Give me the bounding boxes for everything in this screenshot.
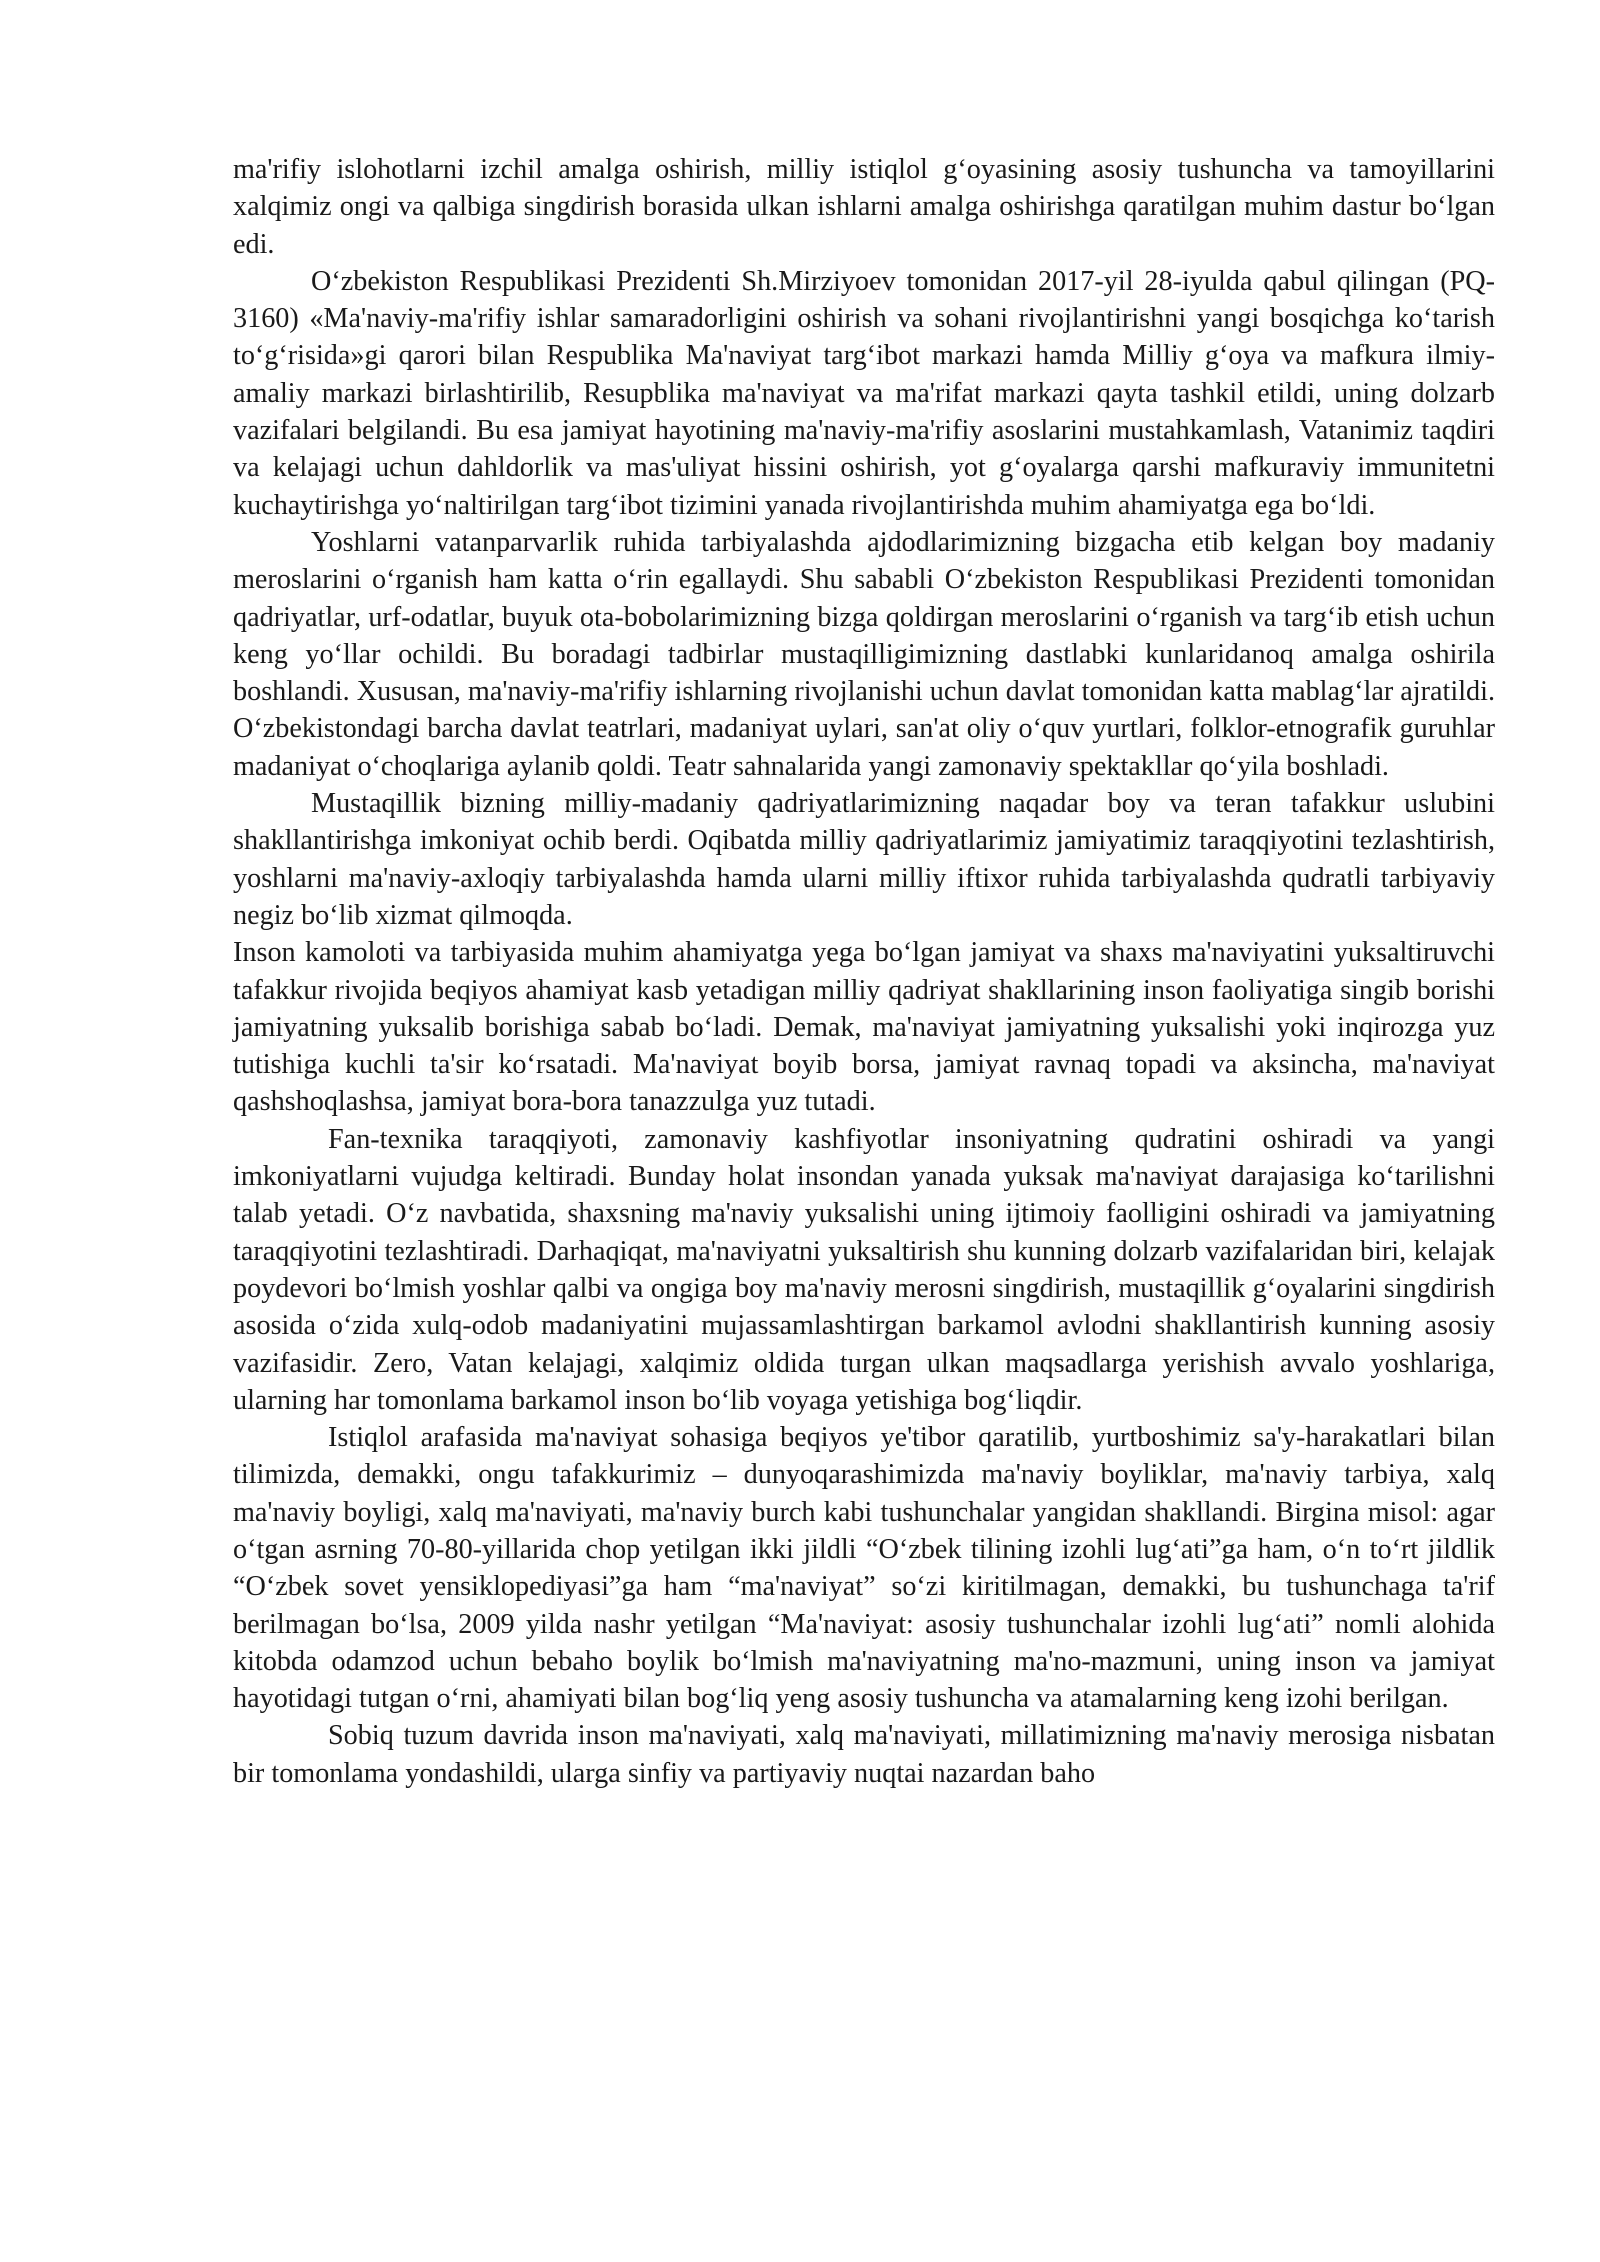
paragraph-4: Mustaqillik bizning milliy-madaniy qadriyatlarimizning naqadar boy va teran tafakkur uslubini shakllantirishga imkoniyat ochib berdi. Oqibatda milliy qadriyatlarimiz jamiyatimiz taraqqiyotini tezlashtirish, yoshlarni ma'naviy-axloqiy tarbiyalashda hamda ularni milliy iftixor ruhida tarbiyalashda qudratli tarbiyaviy negiz bo‘lib xizmat qilmoqda. <box>233 788 1495 931</box>
paragraph-3: Yoshlarni vatanparvarlik ruhida tarbiyalashda ajdodlarimizning bizgacha etib kelgan boy madaniy meroslarini o‘rganish ham katta o‘rin egallaydi. Shu sababli O‘zbekiston Respublikasi Prezidenti tomonidan qadriyatlar, urf-odatlar, buyuk ota-bobolarimizning bizga qoldirgan meroslarini o‘rganish va targ‘ib etish uchun keng yo‘llar ochildi. Bu boradagi tadbirlar mustaqilligimizning dastlabki kunlaridanoq amalga oshirila boshlandi. Xususan, ma'naviy-ma'rifiy ishlarning rivojlanishi uchun davlat tomonidan katta mablag‘lar ajratildi. O‘zbekistondagi barcha davlat teatrlari, madaniyat uylari, san'at oliy o‘quv yurtlari, folklor-etnografik guruhlar madaniyat o‘choqlariga aylanib qoldi. Teatr sahnalarida yangi zamonaviy spektakllar qo‘yila boshladi. <box>233 526 1495 782</box>
paragraph-2: O‘zbekiston Respublikasi Prezidenti Sh.Mirziyoev tomonidan 2017-yil 28-iyulda qabul qilingan (PQ-3160) «Ma'naviy-ma'rifiy ishlar samaradorligini oshirish va sohani rivojlantirishni yangi bosqichga ko‘tarish to‘g‘risida»gi qarori bilan Respublika Ma'naviyat targ‘ibot markazi hamda Milliy g‘oya va mafkura ilmiy-amaliy markazi birlashtirilib, Resupblika ma'naviyat va ma'rifat markazi qayta tashkil etildi, uning dolzarb vazifalari belgilandi. Bu esa jamiyat hayotining ma'naviy-ma'rifiy asoslarini mustahkamlash, Vatanimiz taqdiri va kelajagi uchun dahldorlik va mas'uliyat hissini oshirish, yot g‘oyalarga qarshi mafkuraviy immunitetni kuchaytirishga yo‘naltirilgan targ‘ibot tizimini yanada rivojlantirishda muhim ahamiyatga ega bo‘ldi. <box>233 265 1495 521</box>
paragraph-5: Inson kamoloti va tarbiyasida muhim ahamiyatga yega bo‘lgan jamiyat va shaxs ma'naviyatini yuksaltiruvchi tafakkur rivojida beqiyos ahamiyat kasb yetadigan milliy qadriyat shakllarining inson faoliyatiga singib borishi jamiyatning yuksalib borishiga sabab bo‘ladi. Demak, ma'naviyat jamiyatning yuksalishi yoki inqirozga yuz tutishiga kuchli ta'sir ko‘rsatadi. Ma'naviyat boyib borsa, jamiyat ravnaq topadi va aksincha, ma'naviyat qashshoqlashsa, jamiyat bora-bora tanazzulga yuz tutadi. <box>233 937 1495 1118</box>
paragraph-7: Istiqlol arafasida ma'naviyat sohasiga beqiyos ye'tibor qaratilib, yurtboshimiz sa'y-harakatlari bilan tilimizda, demakki, ongu tafakkurimiz – dunyoqarashimizda ma'naviy boyliklar, ma'naviy tarbiya, xalq ma'naviy boyligi, xalq ma'naviyati, ma'naviy burch kabi tushunchalar yangidan shakllandi. Birgina misol: agar o‘tgan asrning 70-80-yillarida chop yetilgan ikki jildli “O‘zbek tilining izohli lug‘ati”ga ham, o‘n to‘rt jildlik “O‘zbek sovet yensiklopediyasi”ga ham “ma'naviyat” so‘zi kiritilmagan, demakki, bu tushunchaga ta'rif berilmagan bo‘lsa, 2009 yilda nashr yetilgan “Ma'naviyat: asosiy tushunchalar izohli lug‘ati” nomli alohida kitobda odamzod uchun bebaho boylik bo‘lmish ma'naviyatning ma'no-mazmuni, uning inson va jamiyat hayotidagi tutgan o‘rni, ahamiyati bilan bog‘liq yeng asosiy tushuncha va atamalarning keng izohi berilgan. <box>233 1422 1495 1715</box>
paragraph-1: ma'rifiy islohotlarni izchil amalga oshirish, milliy istiqlol g‘oyasining asosiy tushuncha va tamoyillarini xalqimiz ongi va qalbiga singdirish borasida ulkan ishlarni amalga oshirishga qaratilgan muhim dastur bo‘lgan edi. <box>233 154 1495 260</box>
paragraph-8: Sobiq tuzum davrida inson ma'naviyati, xalq ma'naviyati, millatimizning ma'naviy merosiga nisbatan bir tomonlama yondashildi, ularga sinfiy va partiyaviy nuqtai nazardan baho <box>233 1720 1495 1789</box>
paragraph-6: Fan-texnika taraqqiyoti, zamonaviy kashfiyotlar insoniyatning qudratini oshiradi va yangi imkoniyatlarni vujudga keltiradi. Bunday holat insondan yanada yuksak ma'naviyat darajasiga ko‘tarilishni talab yetadi. O‘z navbatida, shaxsning ma'naviy yuksalishi uning ijtimoiy faolligini oshiradi va jamiyatning taraqqiyotini tezlashtiradi. Darhaqiqat, ma'naviyatni yuksaltirish shu kunning dolzarb vazifalaridan biri, kelajak poydevori bo‘lmish yoshlar qalbi va ongiga boy ma'naviy merosni singdirish, mustaqillik g‘oyalarini singdirish asosida o‘zida xulq-odob madaniyatini mujassamlashtirgan barkamol avlodni shakllantirish kunning asosiy vazifasidir. Zero, Vatan kelajagi, xalqimiz oldida turgan ulkan maqsadlarga yerishish avvalo yoshlariga, ularning har tomonlama barkamol inson bo‘lib voyaga yetishiga bog‘liqdir. <box>233 1123 1495 1416</box>
document-page <box>233 151 1495 1792</box>
